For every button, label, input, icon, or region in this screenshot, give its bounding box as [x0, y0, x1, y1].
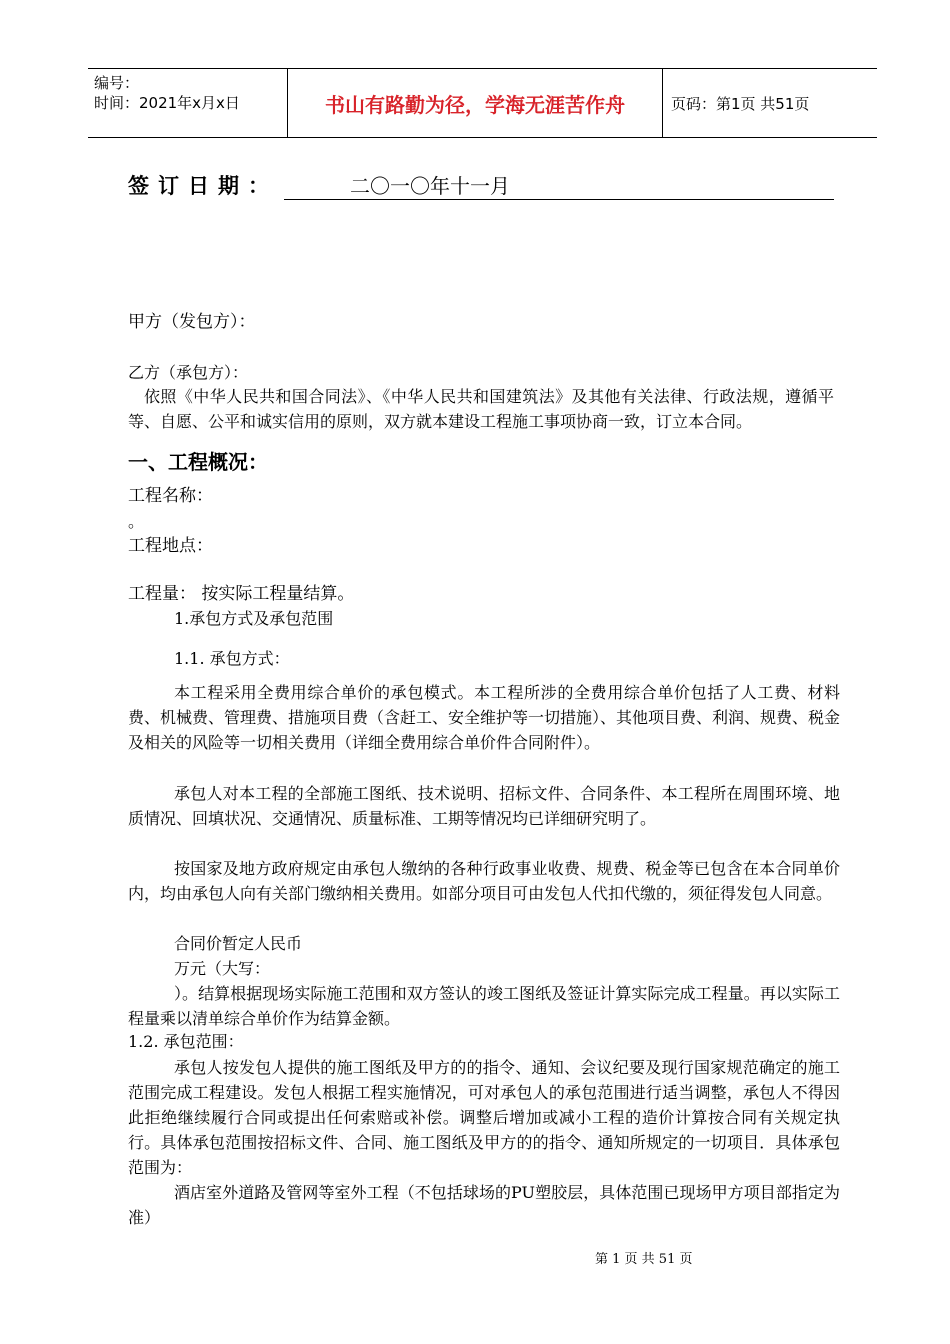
subsection-1-1: 1.1. 承包方式：	[174, 649, 290, 668]
subsection-1-2: 1.2. 承包范围：	[128, 1032, 244, 1051]
project-name-end: 。	[128, 512, 145, 531]
paragraph-3: 按国家及地方政府规定由承包人缴纳的各种行政事业收费、规费、税金等已包含在本合同单价内，均由承包人向有关部门缴纳相关费用。如部分项目可由发包人代扣代缴的，须征得发包人同意。	[128, 859, 840, 903]
paragraph-8: 酒店室外道路及管网等室外工程（不包括球场的PU塑胶层，具体范围已现场甲方项目部指定为准）	[128, 1183, 840, 1227]
preamble: 依照《中华人民共和国合同法》、《中华人民共和国建筑法》及其他有关法律、行政法规，遵循平等、自愿、公平和诚实信用的原则，双方就本建设工程施工事项协商一致，订立本合同。	[128, 387, 834, 431]
section-title: 一、工程概况：	[128, 450, 268, 474]
header-time: 时间：2021年x月x日	[94, 94, 240, 112]
header-meta	[88, 69, 287, 137]
header-page-number: 页码：第1页 共51页	[671, 94, 810, 113]
paragraph-5: 万元（大写：	[174, 959, 271, 978]
project-name-label: 工程名称：	[128, 486, 213, 506]
signing-date-value: 二〇一〇年十一月	[284, 174, 834, 200]
signing-date-label: 签订日期：	[128, 174, 278, 198]
party-b: 乙方（承包方）：	[128, 363, 249, 382]
header-number: 编号：	[94, 74, 140, 92]
paragraph-4: 合同价暂定人民币	[174, 934, 303, 953]
paragraph-6: ）。结算根据现场实际施工范围和双方签认的竣工图纸及签证计算实际完成工程量。再以实际工程量乘以清单综合单价作为结算金额。	[128, 984, 840, 1028]
header-motto: 书山有路勤为径，学海无涯苦作舟	[287, 69, 663, 137]
project-quantity: 工程量： 按实际工程量结算。	[128, 584, 355, 604]
party-a: 甲方（发包方）：	[128, 312, 256, 332]
paragraph-1: 本工程采用全费用综合单价的承包模式。本工程所涉的全费用综合单价包括了人工费、材料费、机械费、管理费、措施项目费（含赶工、安全维护等一切措施）、其他项目费、利润、规费、税金及相关的风险等一切相关费用（详细全费用综合单价件合同附件）。	[128, 683, 841, 752]
project-location-label: 工程地点：	[128, 536, 213, 556]
signing-date	[128, 170, 834, 200]
page-header	[88, 68, 877, 138]
page-footer: 第 1 页 共 51 页	[595, 1252, 693, 1267]
paragraph-2: 承包人对本工程的全部施工图纸、技术说明、招标文件、合同条件、本工程所在周围环境、地质情况、回填状况、交通情况、质量标准、工期等情况均已详细研究明了。	[128, 784, 840, 828]
paragraph-7: 承包人按发包人提供的施工图纸及甲方的的指令、通知、会议纪要及现行国家规范确定的施工范围完成工程建设。发包人根据工程实施情况，可对承包人的承包范围进行适当调整，承包人不得因此拒绝继续履行合同或提出任何索赔或补偿。调整后增加或减小工程的造价计算按合同有关规定执行。具体承包范围按招标文件、合同、施工图纸及甲方的的指令、通知所规定的一切项目．具体承包范围为：	[128, 1058, 840, 1177]
subsection-1: 1.承包方式及承包范围	[174, 609, 334, 628]
